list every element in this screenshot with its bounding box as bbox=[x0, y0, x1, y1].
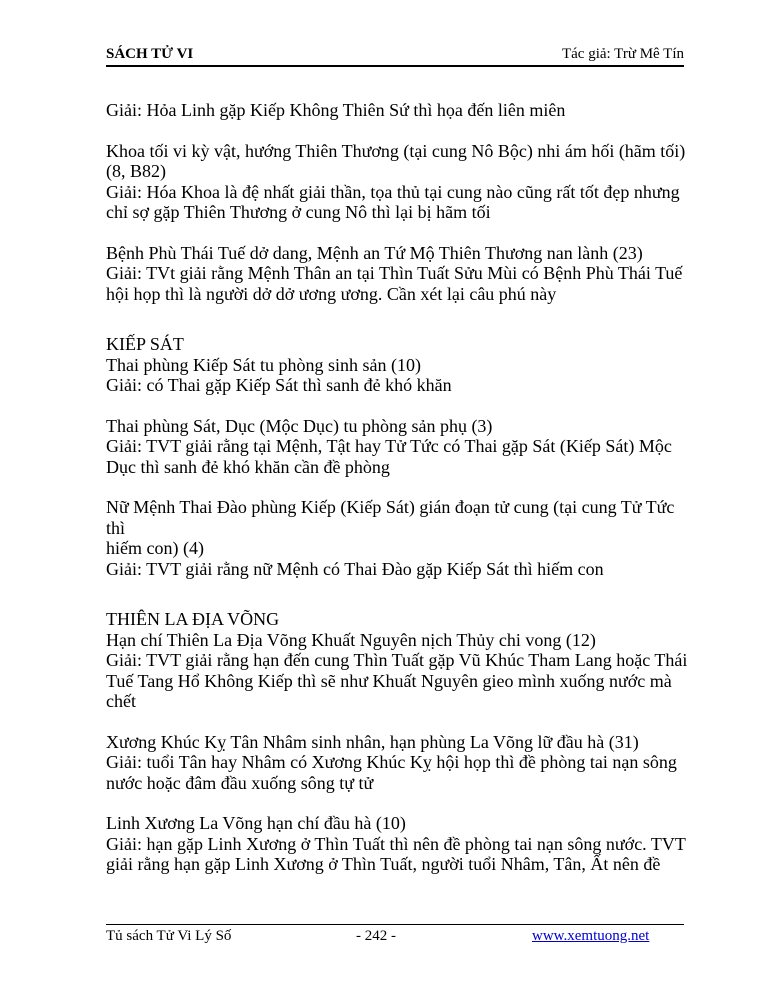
section-heading: THIÊN LA ĐỊA VÕNG bbox=[106, 609, 280, 629]
text-line: Thai phùng Kiếp Sát tu phòng sinh sản (10) bbox=[106, 354, 421, 375]
website-link[interactable]: www.xemtuong.net bbox=[532, 928, 650, 944]
paragraph bbox=[106, 497, 691, 579]
paragraph bbox=[106, 732, 691, 794]
text-line: Giải: TVT giải rằng nữ Mệnh có Thai Đào gặp Kiếp Sát thì hiếm con bbox=[106, 558, 604, 579]
text-line: giải rằng hạn gặp Linh Xương ở Thìn Tuất, người tuổi Nhâm, Tân, Ất nên đề bbox=[106, 854, 661, 874]
text-line: Giải: có Thai gặp Kiếp Sát thì sanh đẻ khó khăn bbox=[106, 375, 452, 395]
text-line: Linh Xương La Võng hạn chí đầu hà (10) bbox=[106, 813, 406, 833]
footer-divider bbox=[106, 924, 684, 925]
text-line: hiếm con) (4) bbox=[106, 538, 204, 558]
text-line: hội họp thì là người dở dở ương ương. Cần xét lại câu phú này bbox=[106, 283, 557, 304]
section-paragraphs bbox=[106, 355, 691, 580]
text-line: Giải: TVT giải rằng hạn đến cung Thìn Tuất gặp Vũ Khúc Tham Lang hoặc Thái bbox=[106, 650, 688, 670]
intro-paragraphs bbox=[106, 100, 691, 304]
section-kiep-sat bbox=[106, 334, 691, 579]
text-line: Khoa tối vi kỳ vật, hướng Thiên Thương (tại cung Nô Bộc) nhi ám hối (hãm tối) bbox=[106, 140, 686, 161]
text-line: Giải: Hỏa Linh gặp Kiếp Không Thiên Sứ thì họa đến liên miên bbox=[106, 100, 566, 120]
paragraph bbox=[106, 141, 691, 223]
text-line: Dục thì sanh đẻ khó khăn cần đề phòng bbox=[106, 456, 390, 477]
paragraph bbox=[106, 100, 691, 121]
text-line: Giải: hạn gặp Linh Xương ở Thìn Tuất thì nên đề phòng tai nạn sông nước. TVT bbox=[106, 833, 686, 854]
section-heading: KIẾP SÁT bbox=[106, 334, 184, 354]
text-line: chỉ sợ gặp Thiên Thương ở cung Nô thì lại bị hãm tối bbox=[106, 202, 491, 222]
paragraph bbox=[106, 813, 691, 875]
page-number: - 242 - bbox=[356, 928, 396, 944]
text-line: Giải: Hóa Khoa là đệ nhất giải thần, tọa thủ tại cung nào cũng rất tốt đẹp nhưng bbox=[106, 181, 680, 202]
text-line: (8, B82) bbox=[106, 161, 166, 181]
text-line: Hạn chí Thiên La Địa Võng Khuất Nguyên nịch Thủy chi vong (12) bbox=[106, 629, 596, 650]
text-line: Bệnh Phù Thái Tuế dở dang, Mệnh an Tứ Mộ Thiên Thương nan lành (23) bbox=[106, 242, 643, 263]
text-line: Giải: TVT giải rằng tại Mệnh, Tật hay Tử Tức có Thai gặp Sát (Kiếp Sát) Mộc bbox=[106, 436, 672, 456]
text-line: Giải: TVt giải rằng Mệnh Thân an tại Thìn Tuất Sửu Mùi có Bệnh Phù Thái Tuế bbox=[106, 263, 683, 283]
paragraph bbox=[106, 630, 691, 712]
text-line: chết bbox=[106, 691, 136, 711]
text-line: Nữ Mệnh Thai Đào phùng Kiếp (Kiếp Sát) gián đoạn tử cung (tại cung Tử Tức thì bbox=[106, 497, 675, 538]
text-line: Xương Khúc Kỵ Tân Nhâm sinh nhân, hạn phùng La Võng lữ đầu hà (31) bbox=[106, 731, 639, 752]
section-paragraphs bbox=[106, 630, 691, 875]
text-line: Thai phùng Sát, Dục (Mộc Dục) tu phòng sản phụ (3) bbox=[106, 415, 493, 436]
text-line: nước hoặc đâm đầu xuống sông tự tử bbox=[106, 772, 374, 793]
header-divider bbox=[106, 65, 684, 67]
text-line: Giải: tuổi Tân hay Nhâm có Xương Khúc Kỵ hội họp thì đề phòng tai nạn sông bbox=[106, 752, 677, 772]
footer-series: Tủ sách Tử Vi Lý Số bbox=[106, 928, 232, 944]
author-credit: Tác giả: Trừ Mê Tín bbox=[561, 46, 684, 62]
paragraph bbox=[106, 243, 691, 305]
text-line: Tuế Tang Hổ Không Kiếp thì sẽ như Khuất Nguyên gieo mình xuống nước mà bbox=[106, 670, 672, 691]
paragraph bbox=[106, 355, 691, 396]
book-title: SÁCH TỬ VI bbox=[106, 46, 194, 62]
section-thien-la-dia-vong bbox=[106, 609, 691, 875]
paragraph bbox=[106, 416, 691, 478]
page-body bbox=[106, 100, 691, 895]
